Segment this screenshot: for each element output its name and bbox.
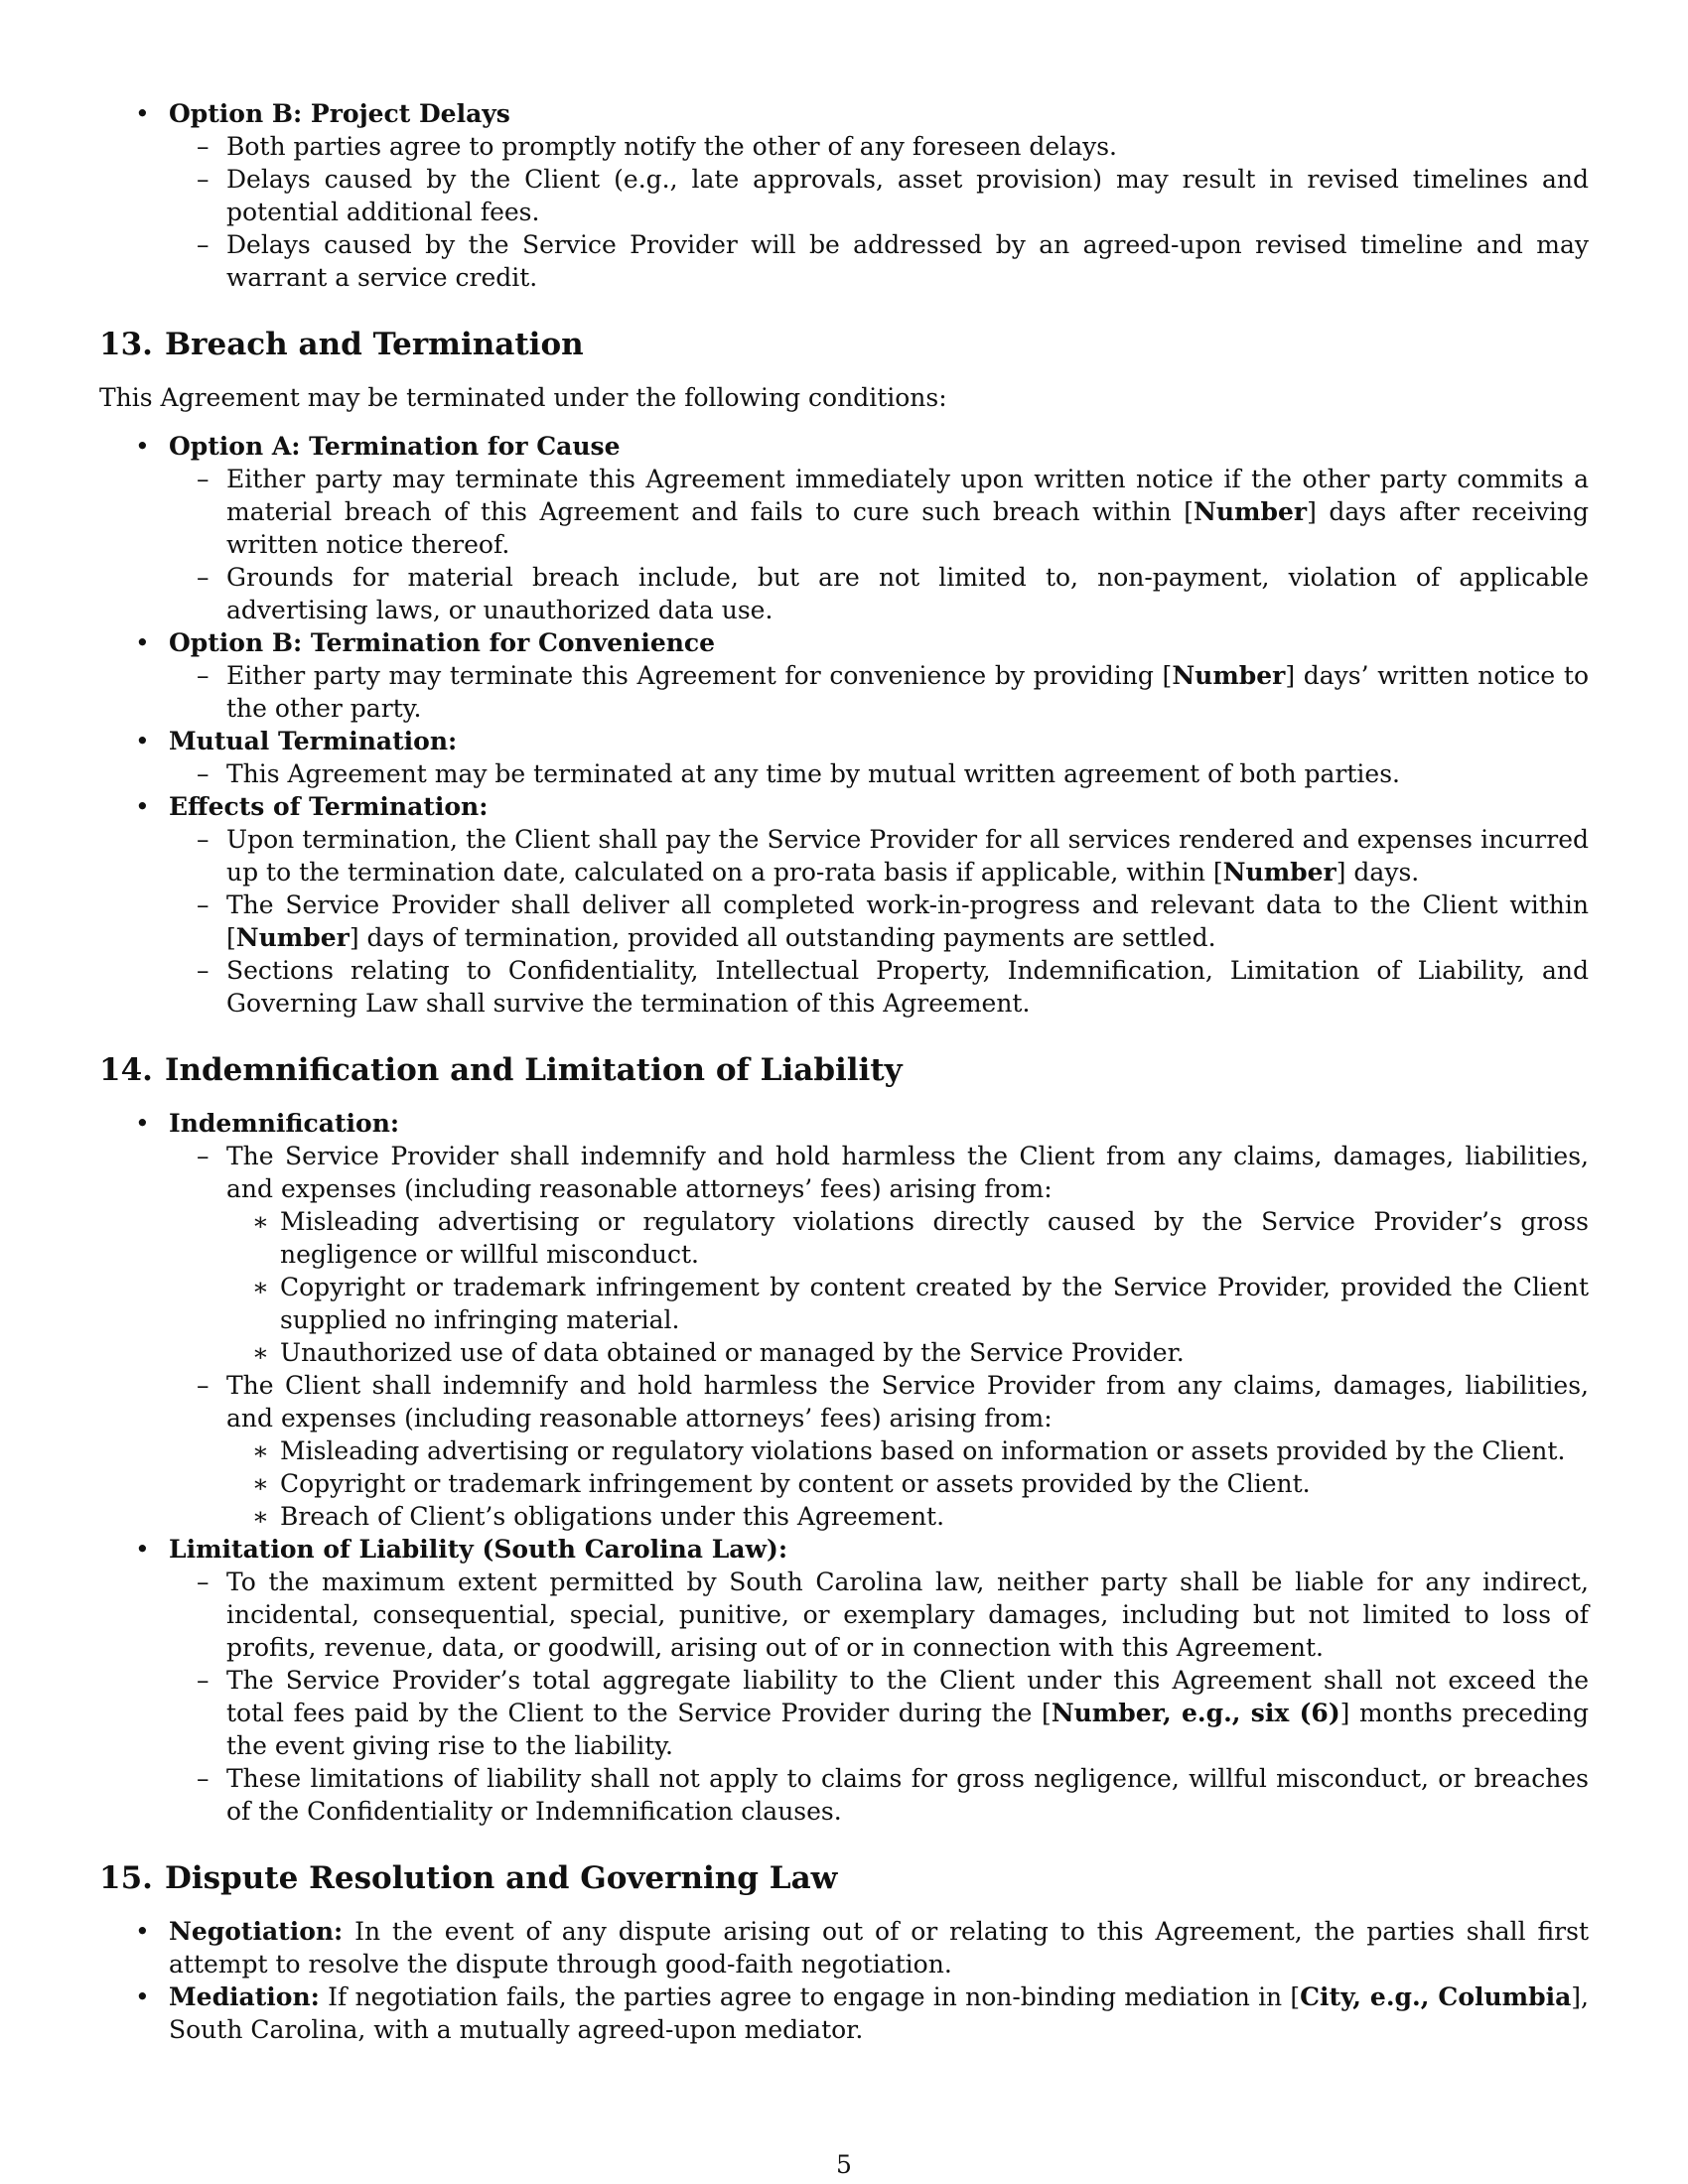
list-item [99,1915,1589,1980]
sub-sub-list-item [99,1500,1589,1533]
item-text: ] days after receiving written notice thereof. [226,497,1589,559]
dash-marker: – [197,563,210,592]
item-text: ], South Carolina, with a mutually agreed-upon mediator. [169,1982,1589,2044]
item-text: The Client shall indemnify and hold harmless the Service Provider from any claims, damages, liabilities, and expenses (including reasonable attorneys’ fees) arising from: [226,1371,1589,1433]
dash-marker: – [197,759,210,788]
sub-list-item [99,757,1589,790]
section-heading-14 [99,1051,1589,1089]
item-text: The Service Provider shall deliver all completed work-in-progress and relevant data to the Client within [ [226,890,1589,952]
item-text: The Service Provider’s total aggregate liability to the Client under this Agreement shall not exceed the total fees paid by the Client to the Service Provider during the [ [226,1666,1589,1727]
list-item [99,1533,1589,1566]
star-marker: ∗ [252,1338,269,1367]
item-text: ] days. [1336,858,1420,887]
list-item [99,790,1589,823]
item-label: Option B: Termination for Convenience [169,628,716,657]
item-text: Copyright or trademark infringement by content created by the Service Provider, provided the Client supplied no infringing material. [280,1273,1589,1334]
list-item [99,626,1589,659]
section-number: 13. [99,327,153,362]
bullet-marker: • [135,727,150,755]
placeholder-field: Number [1222,858,1336,887]
list-item [99,1980,1589,2046]
dash-marker: – [197,165,210,194]
item-label: Indemnification: [169,1109,400,1138]
item-text: ] months preceding the event giving rise to the liability. [226,1699,1589,1760]
placeholder-field: Number, e.g., six (6) [1051,1699,1340,1727]
bullet-marker: • [135,628,150,657]
sub-list-item [99,1140,1589,1205]
sub-sub-list-item [99,1271,1589,1336]
item-text: If negotiation fails, the parties agree to engage in non-binding mediation in [ [328,1982,1301,2011]
page-number: 5 [836,2150,852,2179]
section-heading-13 [99,326,1589,363]
star-marker: ∗ [252,1207,269,1236]
sub-sub-list-item [99,1336,1589,1369]
bullet-marker: • [135,99,150,128]
section-number: 14. [99,1052,153,1088]
dash-marker: – [197,230,210,259]
item-text: Either party may terminate this Agreement immediately upon written notice if the other party commits a material breach of this Agreement and fails to cure such breach within [ [226,465,1589,526]
sub-sub-list-item [99,1205,1589,1271]
list-item [99,430,1589,463]
sub-list-item [99,954,1589,1020]
dash-marker: – [197,956,210,985]
item-text: Misleading advertising or regulatory violations directly caused by the Service Provider’s gross negligence or willful misconduct. [280,1207,1589,1269]
sub-list-item [99,1762,1589,1828]
bullet-marker: • [135,432,150,461]
placeholder-field: Number [1194,497,1308,526]
bullet-marker: • [135,1982,150,2011]
bullet-marker: • [135,1535,150,1564]
section-heading-15 [99,1859,1589,1897]
item-text: This Agreement may be terminated at any time by mutual written agreement of both parties. [226,759,1400,788]
item-text: Unauthorized use of data obtained or managed by the Service Provider. [280,1338,1185,1367]
item-text: Both parties agree to promptly notify the other of any foreseen delays. [226,132,1117,161]
item-text: Either party may terminate this Agreement for convenience by providing [ [226,661,1173,690]
sub-sub-list-item [99,1467,1589,1500]
item-text: Misleading advertising or regulatory violations based on information or assets provided by the Client. [280,1436,1566,1465]
item-label: Effects of Termination: [169,792,489,821]
document-page [99,97,1589,2046]
section-intro: This Agreement may be terminated under the following conditions: [99,383,947,412]
placeholder-field: City, e.g., Columbia [1300,1982,1572,2011]
item-text: To the maximum extent permitted by South Carolina law, neither party shall be liable for any indirect, incidental, consequential, special, punitive, or exemplary damages, including but not limited to loss of profits, revenue, data, or goodwill, arising out of or in connection with this Agreement. [226,1568,1589,1662]
star-marker: ∗ [252,1436,269,1465]
dash-marker: – [197,1142,210,1170]
sub-list-item [99,463,1589,561]
item-text: Copyright or trademark infringement by content or assets provided by the Client. [280,1469,1311,1498]
section-title: Indemnification and Limitation of Liability [164,1052,903,1088]
item-label: Limitation of Liability (South Carolina Law): [169,1535,788,1564]
sub-list-item [99,1664,1589,1762]
section-title: Breach and Termination [164,327,584,362]
dash-marker: – [197,465,210,493]
item-text: Breach of Client’s obligations under this Agreement. [280,1502,945,1531]
item-label: Option A: Termination for Cause [169,432,621,461]
dash-marker: – [197,661,210,690]
sub-list-item [99,1566,1589,1664]
dash-marker: – [197,1371,210,1400]
item-label: Mediation: [169,1982,320,2011]
dash-marker: – [197,1764,210,1793]
list-item [99,97,1589,130]
item-text: These limitations of liability shall not apply to claims for gross negligence, willful misconduct, or breaches of the Confidentiality or Indemnification clauses. [226,1764,1589,1826]
list-item [99,1107,1589,1140]
item-text: Sections relating to Confidentiality, Intellectual Property, Indemnification, Limitation of Liability, and Governing Law shall survive the termination of this Agreement. [226,956,1589,1018]
star-marker: ∗ [252,1469,269,1498]
sub-list-item [99,888,1589,954]
bullet-marker: • [135,1109,150,1138]
dash-marker: – [197,890,210,919]
sub-list-item [99,130,1589,163]
item-text: Delays caused by the Service Provider will be addressed by an agreed-upon revised timeline and may warrant a service credit. [226,230,1589,292]
list-item [99,725,1589,757]
item-text: Upon termination, the Client shall pay the Service Provider for all services rendered and expenses incurred up to the termination date, calculated on a pro-rata basis if applicable, within [ [226,825,1589,887]
item-text: Grounds for material breach include, but are not limited to, non-payment, violation of applicable advertising laws, or unauthorized data use. [226,563,1589,624]
sub-sub-list-item [99,1434,1589,1467]
item-text: In the event of any dispute arising out of or relating to this Agreement, the parties shall first attempt to resolve the dispute through good-faith negotiation. [169,1917,1589,1979]
item-text: ] days’ written notice to the other party. [226,661,1589,723]
section-number: 15. [99,1860,153,1896]
section-title: Dispute Resolution and Governing Law [164,1860,838,1896]
star-marker: ∗ [252,1502,269,1531]
item-label: Mutual Termination: [169,727,458,755]
sub-list-item [99,228,1589,294]
item-label: Negotiation: [169,1917,344,1946]
dash-marker: – [197,1568,210,1596]
dash-marker: – [197,825,210,854]
item-text: The Service Provider shall indemnify and hold harmless the Client from any claims, damages, liabilities, and expenses (including reasonable attorneys’ fees) arising from: [226,1142,1589,1203]
sub-list-item [99,561,1589,626]
star-marker: ∗ [252,1273,269,1301]
dash-marker: – [197,1666,210,1695]
sub-list-item [99,823,1589,888]
sub-list-item [99,163,1589,228]
placeholder-field: Number [235,923,350,952]
sub-list-item [99,1369,1589,1434]
bullet-marker: • [135,792,150,821]
bullet-marker: • [135,1917,150,1946]
item-text: Delays caused by the Client (e.g., late approvals, asset provision) may result in revised timelines and potential additional fees. [226,165,1589,226]
placeholder-field: Number [1172,661,1286,690]
dash-marker: – [197,132,210,161]
item-label: Option B: Project Delays [169,99,510,128]
item-text: ] days of termination, provided all outstanding payments are settled. [349,923,1216,952]
sub-list-item [99,659,1589,725]
